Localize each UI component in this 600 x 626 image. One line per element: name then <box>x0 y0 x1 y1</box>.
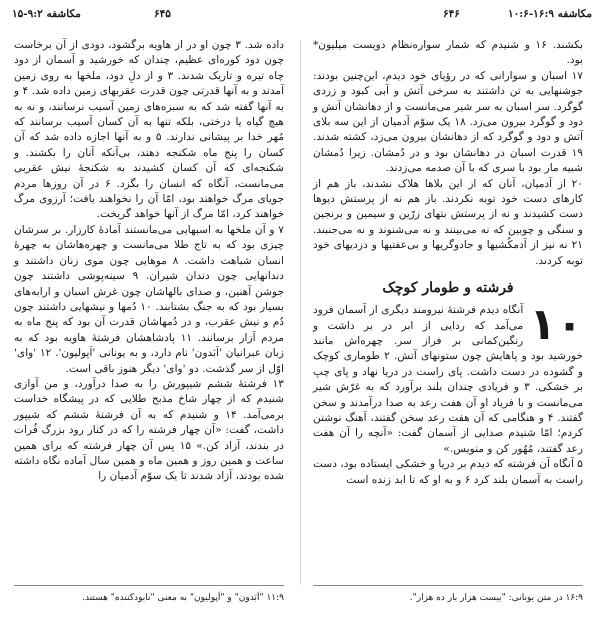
right-footnote-rule <box>313 585 583 586</box>
right-paragraph: بکشند. ۱۶ و شنیدم که شمار سواره‌نظام دویست میلیون* بود. <box>313 39 583 67</box>
left-page-body <box>14 38 284 485</box>
left-footnote: ۱۱:۹ "اَبَدون" و "اَپولیون" به معنی "نابودکننده" هستند. <box>82 593 284 603</box>
right-page-header-ref: مکاشفه ۱۶:۹-۱۰:۶ <box>508 8 592 20</box>
right-page <box>305 0 600 626</box>
right-paragraph: ۱۷ اسبان و سوارانی که در رؤیای خود دیدم، این‌چنین بودند: جوشنهایی به تن داشتند به سرخی آتش و آبی کبود و زردی گوگرد. سر اسبان به سر شیر می‌مانست و از دهانشان آتش و دود و گوگرد بیرون می‌زد. ۱۸ یک سوّم آدمیان از این سه بلای آتش و دود و گوگرد که از دهانشان بیرون می‌زد، کشته شدند. ۱۹ قدرت اسبان در دهانشان بود و در دُمشان. زیرا دُمشان شبیه مار بود با سری که با آن صدمه می‌زدند. <box>313 69 583 175</box>
right-page-body <box>313 38 583 488</box>
right-paragraph: ۲۰ از آدمیان، آنان که از این بلاها هلاک نشدند، باز هم از کارهای دست خود توبه نکردند. باز هم نه از پرستش دیوها دست کشیدند و نه از پرستش بتهای زرّین و سیمین و برنجین و سنگی و چوبین که نه می‌بینند و نه می‌شنوند و نه می‌جنبند. ۲۱ نه نیز از آدمکُشیها و جادوگریها و بی‌عفتیها و دزدیهای خود توبه کردند. <box>313 177 583 267</box>
left-paragraph: ۷ و آن ملخها به اسبهایی می‌مانستند آمادهٔ کارزار. بر سرشان چیزی بود که به تاج طلا می‌مانست و چهره‌هاشان به چهرهٔ انسان شباهت داشت. ۸ موهایی چون موی زنان داشتند و دندانهایی چون دندان شیران. ۹ سینه‌پوشی داشتند چون جوشن آهنین، و صدای بالهاشان چون غرش اسبان و ارابه‌های بسیار بود که به جنگ بشتابند. ۱۰ دُمها و نیشهایی داشتند چون دُم و نیش عقرب، و در دُمهاشان قدرت آن بود که پنج ماه به مردم آزار برسانند. ۱۱ پادشاهشان فرشتهٔ هاویه بود که به زبان عبرانیان 'اَبَدون' نام دارد، و به یونانی 'اَپولیون'. ۱۲ 'وای' اوّل از سر گذشت. دو 'وای' دیگر هنوز باقی است. <box>14 223 285 375</box>
page-gutter <box>300 40 301 585</box>
right-footnote: ۱۶:۹ در متن یونانی: "بیست هزار بار ده هزار". <box>409 593 583 603</box>
left-paragraph: ۱۳ فرشتهٔ ششم شیپورش را به صدا درآورد، و من آوازی شنیدم که از چهار شاخ مذبح طلایی که در پیشگاه خداست برمی‌آمد. ۱۴ و شنیدم که به آن فرشتهٔ ششم که شیپور داشت، گفت: «آن چهار فرشته را که در کنار رود بزرگ فُرات در بندند، آزاد کن.» ۱۵ پس آن چهار فرشته که برای همین ساعت و همین روز و همین ماه و همین سال آماده نگاه داشته شده بودند، آزاد شدند تا یک سوّم آدمیان را <box>14 377 284 483</box>
left-page <box>4 0 299 626</box>
left-page-number: ۶۴۵ <box>154 8 171 20</box>
left-paragraph: داده شد. ۳ چون او در از هاویه برگشود، دودی از آن برخاست چون دود کوره‌ای عظیم، چندان که خورشید و آسمان از دود چاه تیره و تاریک شدند. ۳ و از دلِ دود، ملخها به روی زمین آمدند و به آنها قدرتی چون قدرت عقربهای زمین داده شد. ۴ و به آنها گفته شد که به سبزه‌های زمین آسیب نرسانند، و نه به هیچ گیاه یا درختی، بلکه تنها به آن کسان آسیب برسانند که مُهر خدا بر پیشانی ندارند. ۵ و به آنها اجازه داده شد که آن کسان را پنج ماه شکنجه دهند، بی‌آنکه آنان را بکشند. و شکنجه‌ای که آن کسان کشیدند به شکنجهٔ نیش عقربی می‌مانست، آنگاه که انسان را بگزد. ۶ در آن روزها مردم جویای مرگ خواهند بود، امّا آن را نخواهند یافت؛ آرزوی مرگ خواهند کرد، امّا مرگ از آنها خواهد گریخت. <box>14 39 285 221</box>
right-paragraph: ۵ آنگاه آن فرشته که دیدم بر دریا و خشکی ایستاده بود، دست راست به آسمان بلند کرد ۶ و به او که تا ابد زنده است <box>313 458 583 486</box>
left-page-header-ref: مکاشفه ۹:۲-۱۵ <box>12 8 81 20</box>
chapter-number: ۱۰ <box>529 299 583 351</box>
right-paragraph: آنگاه دیدم فرشتهٔ نیرومند دیگری از آسمان فرود می‌آمد که ردایی از ابر در بر داشت و رنگین‌کمانی بر فراز سر. چهره‌اش مانند خورشید بود و پاهایش چون ستونهای آتش. ۲ طوماری کوچک و گشوده در دست داشت. پای راست در دریا نهاد و پای چپ بر خشکی. ۳ و فریادی چندان بلند برآورد که به غرّش شیر می‌مانست و با فریاد او آن هفت رعد به صدا درآمدند و سخن گفتند. ۴ و هنگامی که آن هفت رعد سخن گفتند، آهنگ نوشتن کردم؛ امّا شنیدم صدایی از آسمان گفت: «آنچه را آن هفت رعد گفتند، مُهُور کن و منویس.» <box>313 304 583 455</box>
left-footnote-rule <box>14 585 284 586</box>
right-page-number: ۶۴۶ <box>443 8 460 20</box>
section-heading: فرشته و طومار کوچک <box>382 280 514 297</box>
